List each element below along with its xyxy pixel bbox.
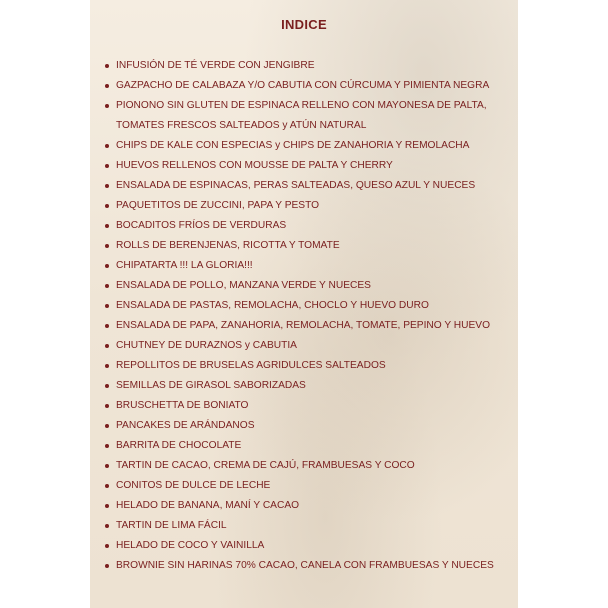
index-item-text: TARTIN DE LIMA FÁCIL xyxy=(116,520,227,531)
index-item xyxy=(102,236,512,256)
index-item xyxy=(102,496,512,516)
index-item xyxy=(102,416,512,436)
index-item-text: ENSALADA DE POLLO, MANZANA VERDE Y NUECES xyxy=(116,280,371,291)
index-item xyxy=(102,476,512,496)
page-title: INDICE xyxy=(281,17,327,32)
index-item-text: CHUTNEY DE DURAZNOS y CABUTIA xyxy=(116,340,297,351)
index-item-text: CHIPS DE KALE CON ESPECIAS y CHIPS DE ZANAHORIA Y REMOLACHA xyxy=(116,140,470,151)
index-item xyxy=(102,376,512,396)
index-item xyxy=(102,456,512,476)
index-item xyxy=(102,276,512,296)
index-item xyxy=(102,56,512,76)
index-item-text: HELADO DE BANANA, MANÍ Y CACAO xyxy=(116,500,300,511)
index-item xyxy=(102,96,512,136)
index-item-text: GAZPACHO DE CALABAZA Y/O CABUTIA CON CÚRCUMA Y PIMIENTA NEGRA xyxy=(116,80,490,91)
index-item-text: ROLLS DE BERENJENAS, RICOTTA Y TOMATE xyxy=(116,240,340,251)
index-item-text: PANCAKES DE ARÁNDANOS xyxy=(116,420,255,431)
index-item-text: BROWNIE SIN HARINAS 70% CACAO, CANELA CON FRAMBUESAS Y NUECES xyxy=(116,560,494,571)
index-item-text-continued: TOMATES FRESCOS SALTEADOS y ATÚN NATURAL xyxy=(116,120,367,131)
index-item xyxy=(102,516,512,536)
index-item xyxy=(102,356,512,376)
index-item-text: HUEVOS RELLENOS CON MOUSSE DE PALTA Y CHERRY xyxy=(116,160,393,171)
index-item-text: PAQUETITOS DE ZUCCINI, PAPA Y PESTO xyxy=(116,200,320,211)
index-item-text: ENSALADA DE PAPA, ZANAHORIA, REMOLACHA, TOMATE, PEPINO Y HUEVO xyxy=(116,320,491,331)
index-item xyxy=(102,196,512,216)
index-item-text: BARRITA DE CHOCOLATE xyxy=(116,440,242,451)
index-item-text: CONITOS DE DULCE DE LECHE xyxy=(116,480,271,491)
index-item-text: ENSALADA DE ESPINACAS, PERAS SALTEADAS, QUESO AZUL Y NUECES xyxy=(116,180,476,191)
index-item xyxy=(102,256,512,276)
index-item xyxy=(102,336,512,356)
index-item-text: INFUSIÓN DE TÉ VERDE CON JENGIBRE xyxy=(116,60,315,71)
index-item xyxy=(102,396,512,416)
index-item xyxy=(102,316,512,336)
index-item xyxy=(102,536,512,556)
index-item-text: BRUSCHETTA DE BONIATO xyxy=(116,400,249,411)
index-item-text: PIONONO SIN GLUTEN DE ESPINACA RELLENO CON MAYONESA DE PALTA, xyxy=(116,100,487,111)
index-item xyxy=(102,136,512,156)
index-item-text: CHIPATARTA !!! LA GLORIA!!! xyxy=(116,260,253,271)
index-item xyxy=(102,436,512,456)
index-list xyxy=(102,56,512,576)
index-item-text: BOCADITOS FRÍOS DE VERDURAS xyxy=(116,220,287,231)
index-item-text: TARTIN DE CACAO, CREMA DE CAJÚ, FRAMBUESAS Y COCO xyxy=(116,460,415,471)
index-item-text: SEMILLAS DE GIRASOL SABORIZADAS xyxy=(116,380,306,391)
index-item-text: ENSALADA DE PASTAS, REMOLACHA, CHOCLO Y HUEVO DURO xyxy=(116,300,429,311)
index-item xyxy=(102,156,512,176)
index-item xyxy=(102,556,512,576)
index-item xyxy=(102,216,512,236)
index-item xyxy=(102,76,512,96)
index-item xyxy=(102,176,512,196)
index-item xyxy=(102,296,512,316)
index-item-text: HELADO DE COCO Y VAINILLA xyxy=(116,540,265,551)
index-item-text: REPOLLITOS DE BRUSELAS AGRIDULCES SALTEADOS xyxy=(116,360,386,371)
document-page xyxy=(90,0,518,608)
